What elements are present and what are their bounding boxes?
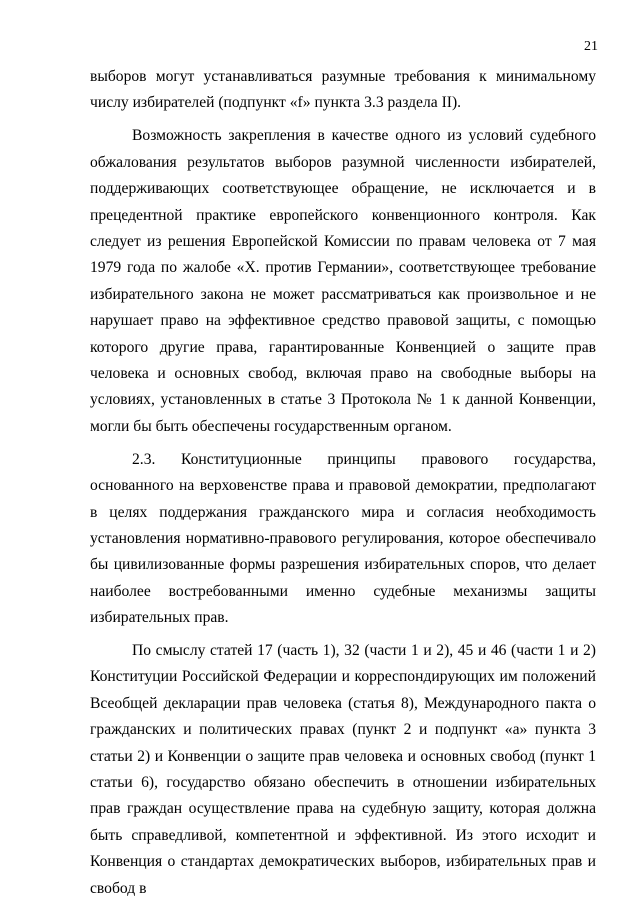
paragraph-judicial-protection: По смыслу статей 17 (часть 1), 32 (части 1 и 2), 45 и 46 (части 1 и 2) Конституции Российской Федерации и корреспондирующих им положений Всеобщей декларации прав человека (статья 8), Международного пакта о гражданских и политических правах (пункт 2 и подпункт «а» пункта 3 статьи 2) и Конвенции о защите прав человека и основных свобод (пункт 1 статьи 6), государство обязано обеспечить в отношении избирательных прав граждан осуществление права на судебную защиту, которая должна быть справедливой, компетентной и эффективной. Из этого исходит и Конвенция о стандартах демократических выборов, избирательных прав и свобод в (90, 642, 596, 897)
paragraph-constitutional-principles: 2.3. Конституционные принципы правового государства, основанного на верховенстве права и правовой демократии, предполагают в целях поддержания гражданского мира и согласия необходимость установления нормативно-правового регулирования, которое обеспечивало бы цивилизованные формы разрешения избирательных споров, что делает наиболее востребованными именно судебные механизмы защиты избирательных прав. (90, 450, 596, 627)
page-number: 21 (584, 39, 598, 54)
paragraph-appeal-threshold: Возможность закрепления в качестве одного из условий судебного обжалования результатов выборов разумной численности избирателей, поддерживающих соответствующее обращение, не исключается и в прецедентной практике европейского конвенционного контроля. Как следует из решения Европейской Комиссии по правам человека от 7 мая 1979 года по жалобе «X. против Германии», соответствующее требование избирательного закона не может рассматриваться как произвольное и не нарушает право на эффективное средство правовой защиты, с помощью которого другие права, гарантированные Конвенцией о защите прав человека и основных свобод, включая право на свободные выборы на условиях, установленных в статье 3 Протокола № 1 к данной Конвенции, могли бы быть обеспечены государственным органом. (90, 127, 596, 435)
document-body (90, 64, 596, 902)
paragraph-continuation: выборов могут устанавливаться разумные требования к минимальному числу избирателей (подпункт «f» пункта 3.3 раздела II). (90, 68, 596, 112)
